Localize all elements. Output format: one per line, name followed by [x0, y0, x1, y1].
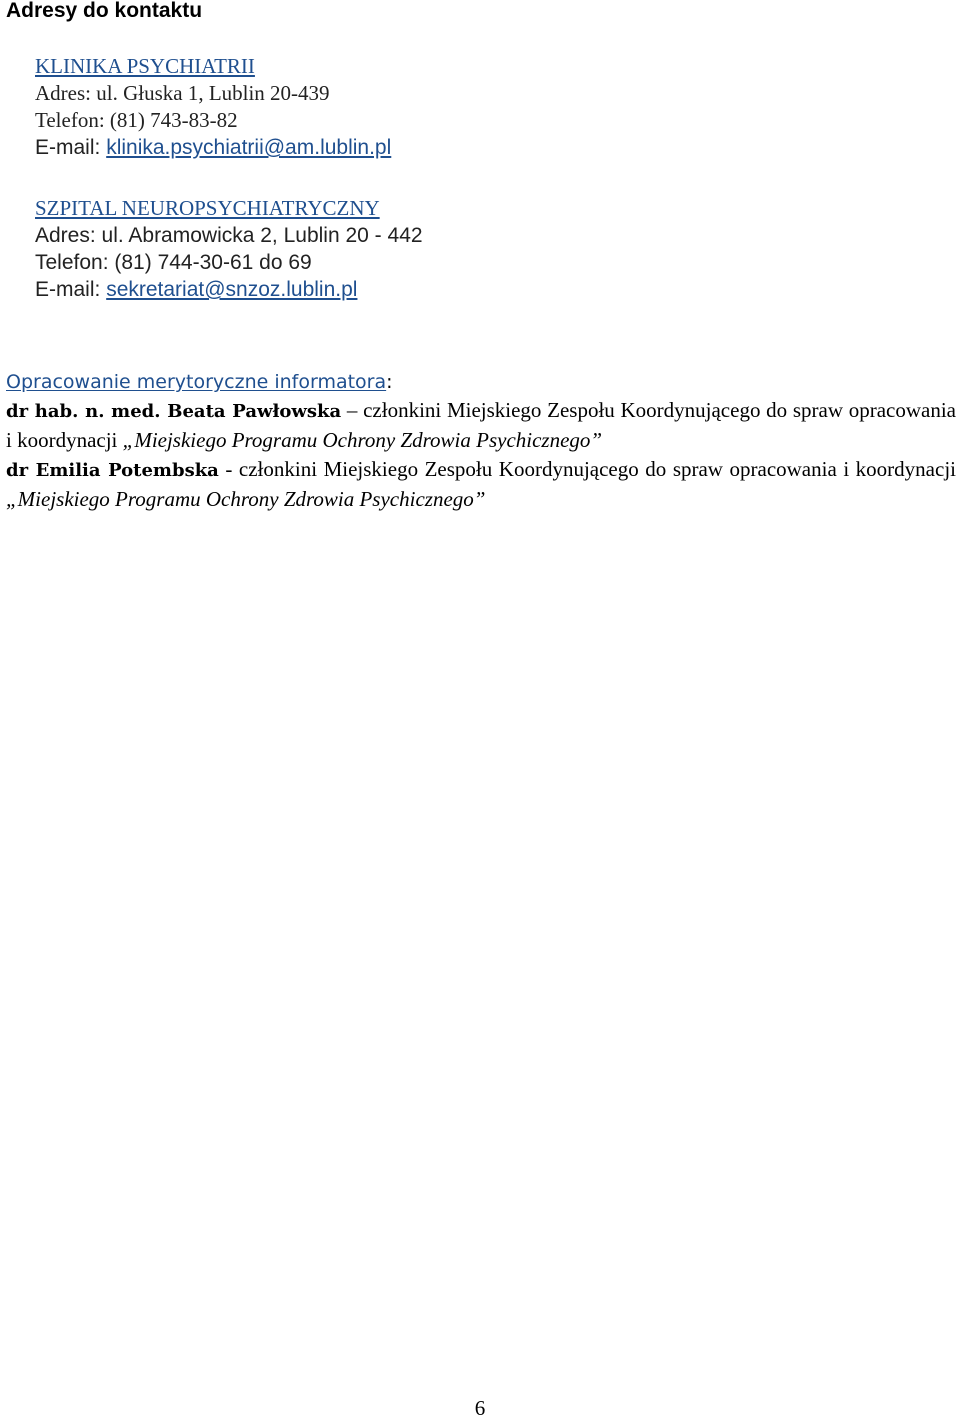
hospital-contact — [35, 195, 935, 303]
author-1 — [6, 396, 956, 455]
hospital-email-link[interactable]: sekretariat@snzoz.lublin.pl — [106, 278, 358, 301]
author-2-name: dr Emilia Potembska — [6, 460, 219, 481]
hospital-address: Adres: ul. Abramowicka 2, Lublin 20 - 442 — [35, 224, 423, 247]
page-heading: Adresy do kontaktu — [6, 0, 203, 22]
clinic-email-label: E-mail: — [35, 136, 107, 159]
authors-heading-colon: : — [386, 371, 393, 393]
author-1-role: – członkini Miejskiego Zespołu Koordynującego do spraw opracowania i koordynacji — [6, 398, 956, 452]
hospital-phone: Telefon: (81) 744-30-61 do 69 — [35, 251, 312, 274]
authors-section — [6, 368, 956, 514]
author-1-program: „Miejskiego Programu Ochrony Zdrowia Psychicznego” — [122, 428, 603, 452]
clinic-title: KLINIKA PSYCHIATRII — [35, 54, 255, 78]
author-1-name: dr hab. n. med. Beata Pawłowska — [6, 401, 342, 422]
clinic-contact — [35, 53, 935, 161]
author-2 — [6, 455, 956, 514]
authors-heading-text: Opracowanie merytoryczne informatora — [6, 371, 387, 393]
clinic-phone: Telefon: (81) 743-83-82 — [35, 108, 238, 132]
hospital-title: SZPITAL NEUROPSYCHIATRYCZNY — [35, 196, 380, 220]
page-number: 6 — [474, 1396, 486, 1420]
author-2-program: „Miejskiego Programu Ochrony Zdrowia Psychicznego” — [6, 487, 486, 511]
clinic-email-row — [35, 134, 935, 161]
author-2-role: - członkini Miejskiego Zespołu Koordynującego do spraw opracowania i koordynacji — [218, 457, 956, 481]
authors-heading — [6, 368, 956, 396]
clinic-email-link[interactable]: klinika.psychiatrii@am.lublin.pl — [106, 136, 392, 159]
clinic-address: Adres: ul. Głuska 1, Lublin 20-439 — [35, 81, 330, 105]
hospital-email-row — [35, 276, 935, 303]
hospital-email-label: E-mail: — [35, 278, 107, 301]
